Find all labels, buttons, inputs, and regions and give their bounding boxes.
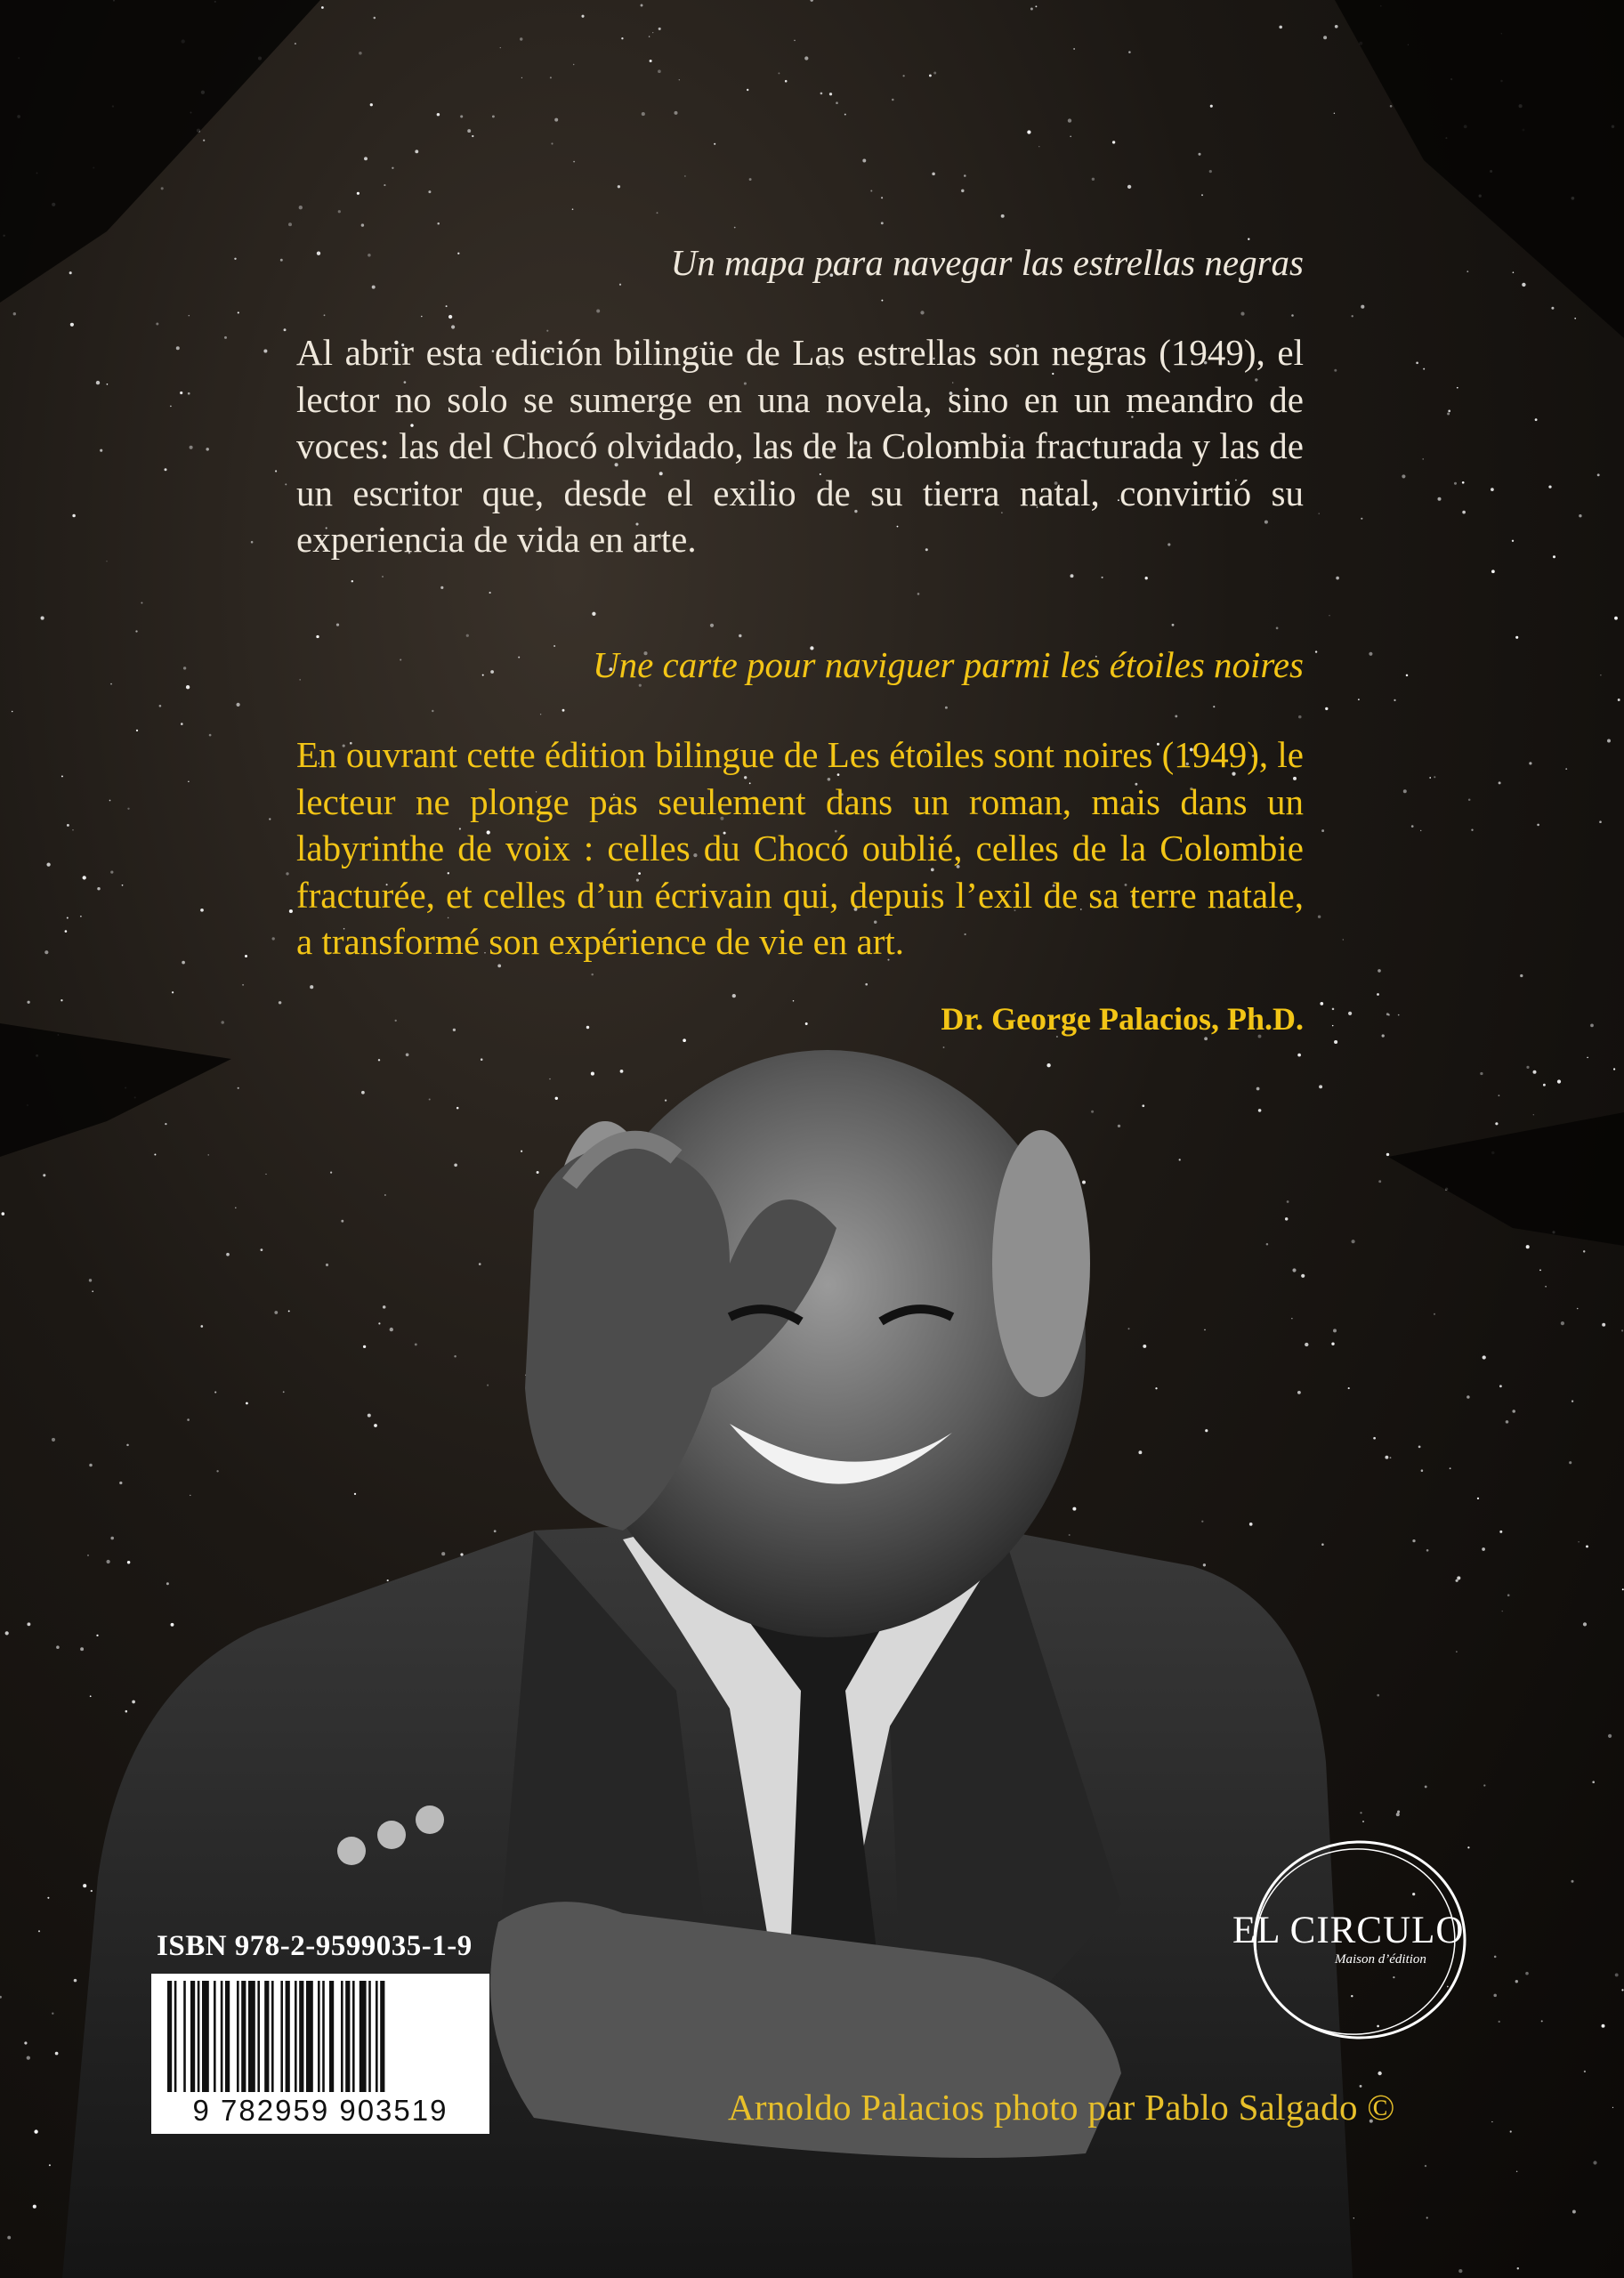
publisher-name: EL CIRCULO (1232, 1910, 1465, 1951)
spanish-heading: Un mapa para navegar las estrellas negras (670, 242, 1304, 283)
author-signature: Dr. George Palacios, Ph.D. (941, 1001, 1304, 1037)
french-paragraph: En ouvrant cette édition bilingue de Les étoiles sont noires (1949), le lecteur ne plonge pas seulement dans un roman, mais dans un labyrinthe de voix : celles du Chocó oublié, celles de la Colombie fracturée, et celles d’un écrivain qui, depuis l’exil de sa terre natale, a transformé son expérience de vie en art. (296, 734, 1304, 962)
spanish-paragraph: Al abrir esta edición bilingüe de Las estrellas son negras (1949), el lector no solo se sumerge en una novela, sino en un meandro de voces: las del Chocó olvidado, las de la Colombia fracturada y las de un escritor que, desde el exilio de su tierra natal, convirtió su experiencia de vida en arte. (296, 332, 1304, 560)
barcode (151, 1974, 489, 2134)
isbn-label: ISBN 978-2-9599035-1-9 (157, 1930, 473, 1962)
barcode-digits: 9 782959 903519 (192, 2094, 448, 2127)
french-heading: Une carte pour naviguer parmi les étoiles noires (593, 644, 1304, 685)
publisher-tagline: Maison d’édition (1335, 1952, 1426, 1967)
photo-credit: Arnoldo Palacios photo par Pablo Salgado © (728, 2087, 1395, 2128)
